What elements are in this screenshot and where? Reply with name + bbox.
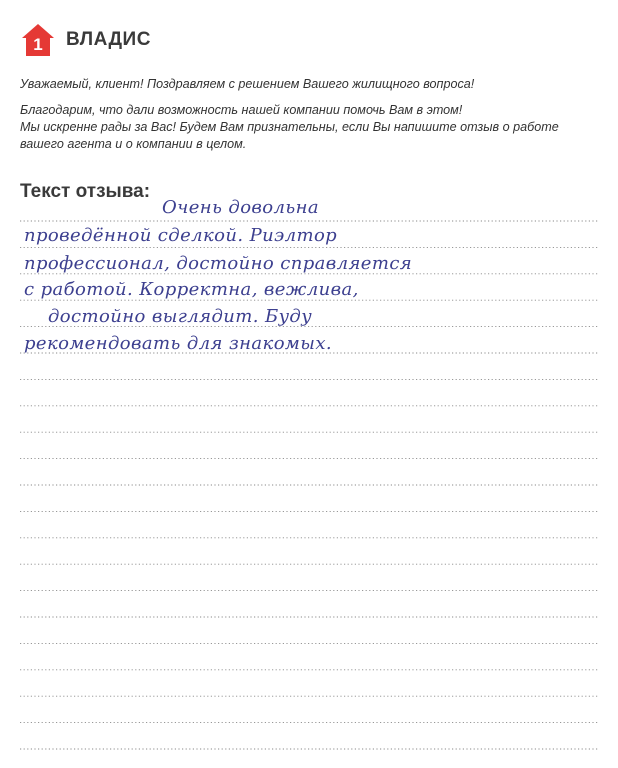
handwritten-line: рекомендовать для знакомых. — [24, 333, 332, 354]
thanks-line: Мы искренне рады за Вас! Будем Вам признательны, если Вы напишите отзыв о работе — [20, 120, 559, 134]
handwritten-line: проведённой сделкой. Риэлтор — [24, 225, 338, 246]
brand-name: ВЛАДИС — [66, 29, 151, 50]
handwritten-line: Очень довольна — [162, 197, 319, 218]
review-heading: Текст отзыва: — [20, 181, 151, 202]
thanks-line: вашего агента и о компании в целом. — [20, 137, 247, 151]
logo-number: 1 — [33, 35, 43, 54]
handwritten-line: профессионал, достойно справляется — [24, 253, 413, 274]
handwritten-line: достойно выглядит. Буду — [48, 306, 313, 327]
thanks-line: Благодарим, что дали возможность нашей компании помочь Вам в этом! — [20, 103, 463, 117]
handwritten-line: с работой. Корректна, вежлива, — [24, 279, 359, 300]
greeting-text: Уважаемый, клиент! Поздравляем с решением Вашего жилищного вопроса! — [20, 77, 475, 91]
